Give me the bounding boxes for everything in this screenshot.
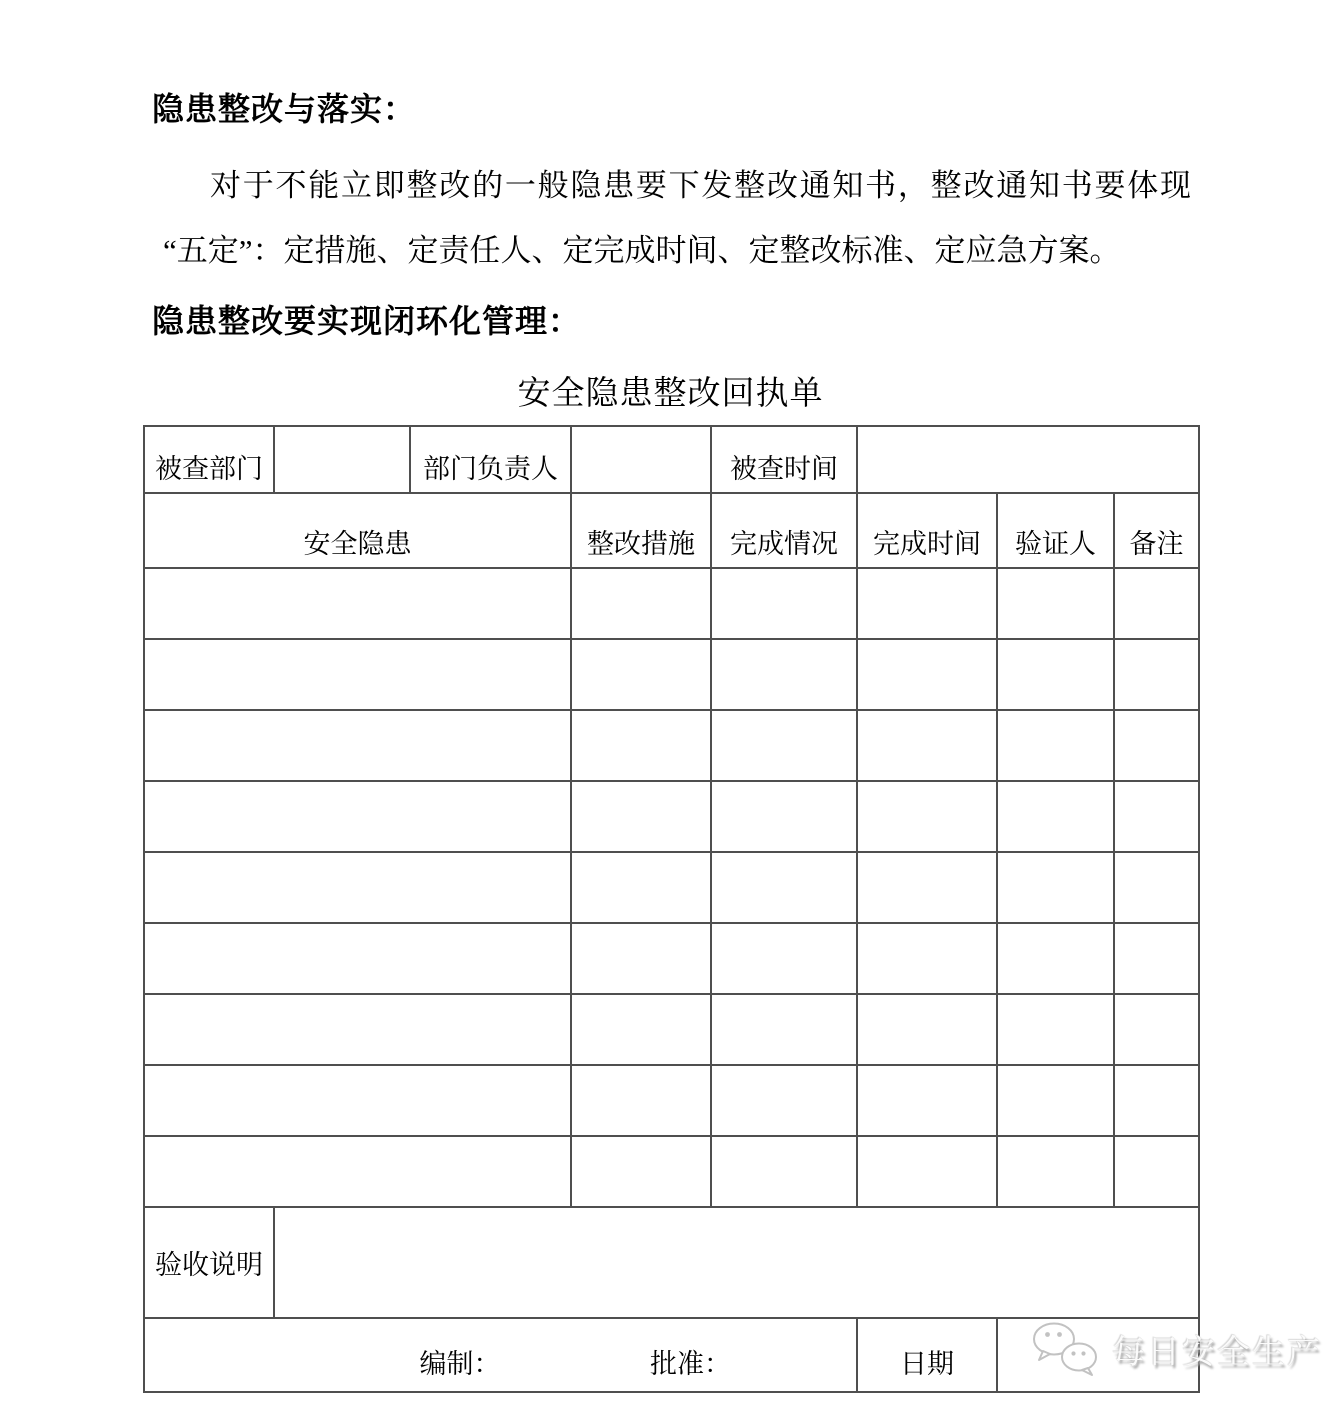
info-row: [144, 426, 1199, 493]
heading-closed-loop: 隐患整改要实现闭环化管理：: [152, 303, 582, 339]
table-row: [144, 781, 1199, 852]
verifier-cell: [997, 923, 1114, 994]
inspected-time-value-cell: [857, 426, 1199, 493]
column-header-row: [144, 493, 1199, 568]
measures-cell: [571, 639, 711, 710]
measures-cell: [571, 994, 711, 1065]
finish-time-cell: [857, 852, 997, 923]
remarks-cell: [1114, 852, 1199, 923]
dept-manager-value-cell: [571, 426, 711, 493]
paragraph-line-2: “五定”：定措施、定责任人、定完成时间、定整改标准、定应急方案。: [163, 233, 1121, 268]
hazard-cell: [144, 1136, 571, 1207]
approved-by-label: 批准：: [650, 1349, 731, 1379]
status-cell: [711, 710, 857, 781]
remarks-cell: [1114, 1136, 1199, 1207]
remarks-cell: [1114, 568, 1199, 639]
paragraph-line-1: 对于不能立即整改的一般隐患要下发整改通知书，整改通知书要体现: [210, 168, 1191, 203]
watermark-text: 每日安全生产: [1112, 1334, 1322, 1371]
remarks-cell: [1114, 710, 1199, 781]
hazard-cell: [144, 923, 571, 994]
verifier-cell: [997, 568, 1114, 639]
status-cell: [711, 781, 857, 852]
finish-time-cell: [857, 710, 997, 781]
table-row: [144, 568, 1199, 639]
status-cell: [711, 639, 857, 710]
table-row: [144, 639, 1199, 710]
measures-cell: [571, 1136, 711, 1207]
column-header-finish-time: 完成时间: [857, 493, 997, 568]
remarks-cell: [1114, 994, 1199, 1065]
acceptance-value-cell: [274, 1207, 1199, 1318]
finish-time-cell: [857, 781, 997, 852]
hazard-cell: [144, 639, 571, 710]
date-label: 日期: [857, 1318, 997, 1392]
rectification-receipt-table: [143, 425, 1200, 1393]
hazard-cell: [144, 994, 571, 1065]
inspected-time-label: 被查时间: [711, 426, 857, 493]
measures-cell: [571, 568, 711, 639]
acceptance-label: 验收说明: [144, 1207, 274, 1318]
wechat-icon: [1030, 1320, 1102, 1378]
measures-cell: [571, 852, 711, 923]
measures-cell: [571, 1065, 711, 1136]
hazard-cell: [144, 568, 571, 639]
table-row: [144, 710, 1199, 781]
measures-cell: [571, 923, 711, 994]
verifier-cell: [997, 639, 1114, 710]
table-row: [144, 1065, 1199, 1136]
remarks-cell: [1114, 639, 1199, 710]
status-cell: [711, 923, 857, 994]
inspected-dept-value-cell: [274, 426, 410, 493]
column-header-status: 完成情况: [711, 493, 857, 568]
finish-time-cell: [857, 1065, 997, 1136]
hazard-cell: [144, 1065, 571, 1136]
status-cell: [711, 852, 857, 923]
status-cell: [711, 1136, 857, 1207]
finish-time-cell: [857, 994, 997, 1065]
finish-time-cell: [857, 639, 997, 710]
hazard-cell: [144, 710, 571, 781]
verifier-cell: [997, 1136, 1114, 1207]
table-row: [144, 852, 1199, 923]
inspected-dept-label: 被查部门: [144, 426, 274, 493]
status-cell: [711, 994, 857, 1065]
acceptance-row: [144, 1207, 1199, 1318]
column-header-hazard: 安全隐患: [144, 493, 571, 568]
footer-signatures-cell: [144, 1318, 857, 1392]
table-row: [144, 994, 1199, 1065]
verifier-cell: [997, 994, 1114, 1065]
column-header-verifier: 验证人: [997, 493, 1114, 568]
finish-time-cell: [857, 1136, 997, 1207]
verifier-cell: [997, 1065, 1114, 1136]
remarks-cell: [1114, 781, 1199, 852]
status-cell: [711, 1065, 857, 1136]
table-row: [144, 1136, 1199, 1207]
heading-rectification: 隐患整改与落实：: [152, 91, 417, 127]
verifier-cell: [997, 781, 1114, 852]
table-row: [144, 923, 1199, 994]
finish-time-cell: [857, 568, 997, 639]
remarks-cell: [1114, 1065, 1199, 1136]
finish-time-cell: [857, 923, 997, 994]
hazard-cell: [144, 781, 571, 852]
status-cell: [711, 568, 857, 639]
table-title: 安全隐患整改回执单: [517, 376, 824, 412]
hazard-cell: [144, 852, 571, 923]
watermark: [1030, 1320, 1322, 1378]
verifier-cell: [997, 852, 1114, 923]
remarks-cell: [1114, 923, 1199, 994]
column-header-remarks: 备注: [1114, 493, 1199, 568]
verifier-cell: [997, 710, 1114, 781]
dept-manager-label: 部门负责人: [410, 426, 571, 493]
measures-cell: [571, 710, 711, 781]
measures-cell: [571, 781, 711, 852]
prepared-by-label: 编制：: [419, 1349, 501, 1379]
column-header-measures: 整改措施: [571, 493, 711, 568]
